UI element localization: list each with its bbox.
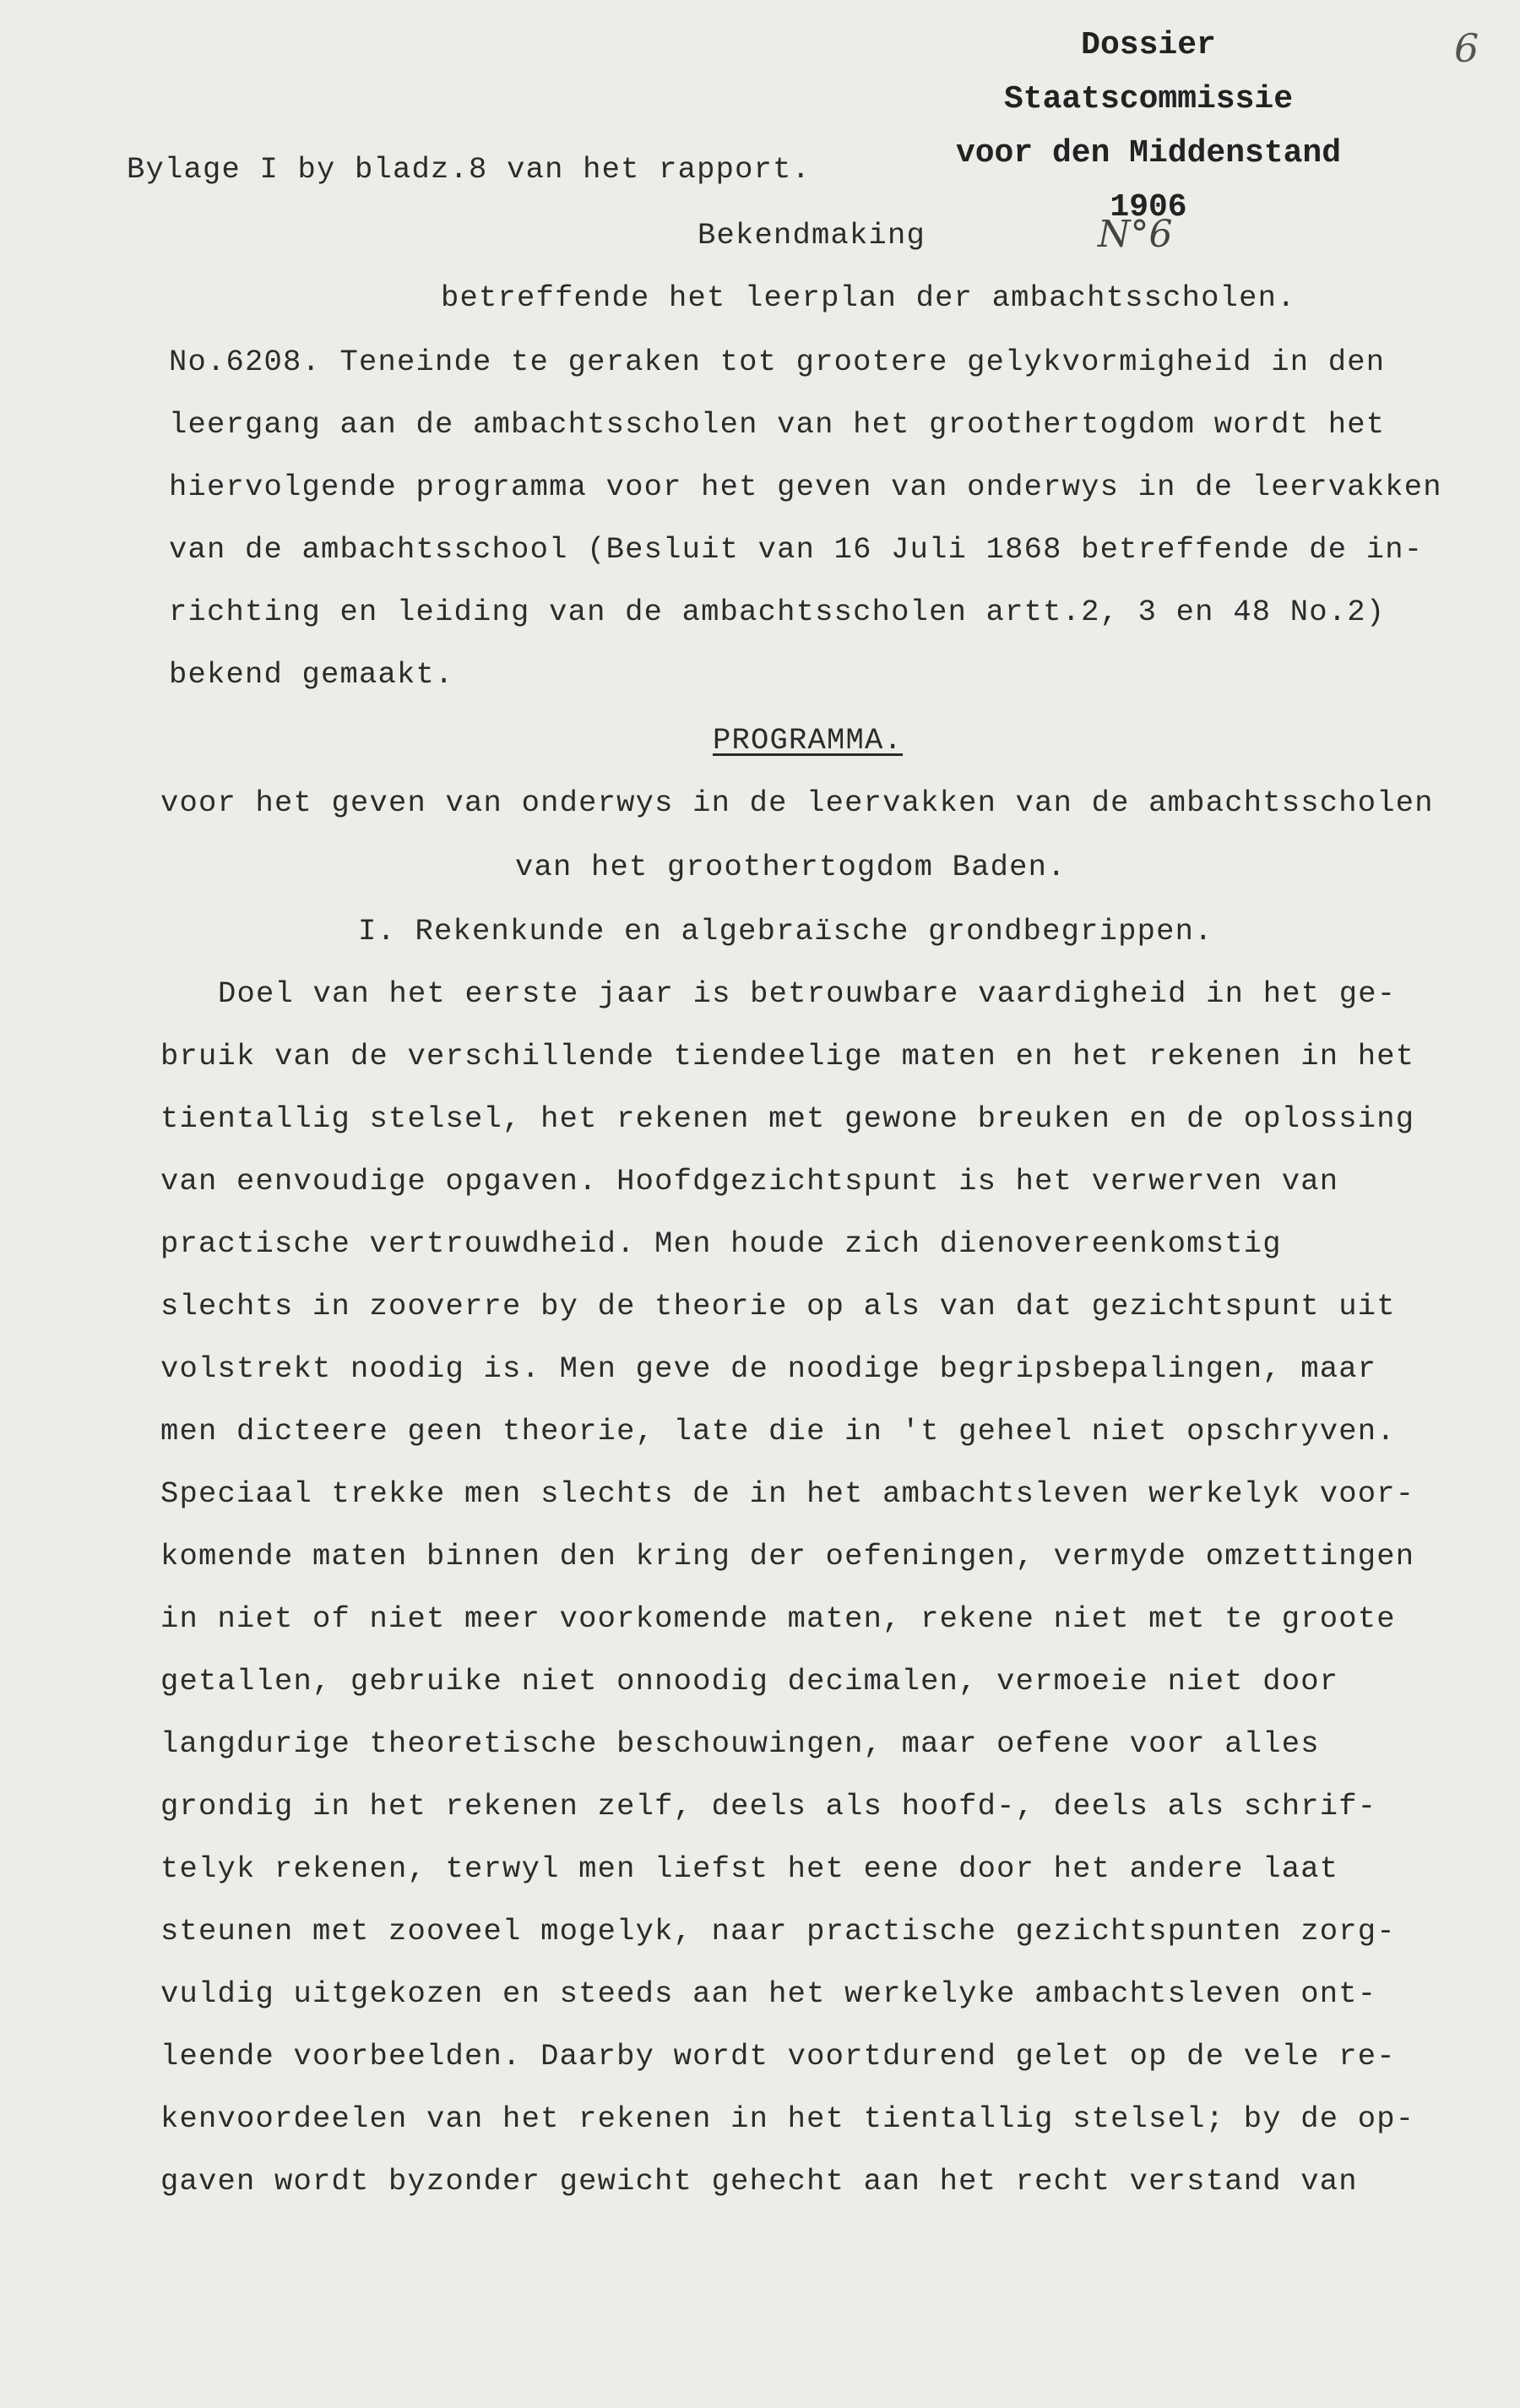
stamp-line-middenstand: voor den Middenstand bbox=[955, 135, 1342, 171]
body-line: telyk rekenen, terwyl men liefst het eene door het andere laat bbox=[160, 1851, 1339, 1886]
body-line: komende maten binnen den kring der oefeningen, vermyde omzettingen bbox=[160, 1539, 1415, 1574]
body-line: langdurige theoretische beschouwingen, maar oefene voor alles bbox=[160, 1726, 1320, 1761]
body-line: tientallig stelsel, het rekenen met gewone breuken en de oplossing bbox=[160, 1101, 1415, 1136]
body-line: steunen met zooveel mogelyk, naar practische gezichtspunten zorg- bbox=[160, 1914, 1396, 1949]
body-line: volstrekt noodig is. Men geve de noodige begripsbepalingen, maar bbox=[160, 1351, 1377, 1386]
intro-line: hiervolgende programma voor het geven van onderwys in de leervakken bbox=[169, 470, 1442, 504]
body-line: Doel van het eerste jaar is betrouwbare vaardigheid in het ge- bbox=[218, 976, 1397, 1011]
body-line: kenvoordeelen van het rekenen in het tientallig stelsel; by de op- bbox=[160, 2101, 1415, 2136]
stamp-line-dossier: Dossier bbox=[1081, 27, 1216, 63]
body-line: getallen, gebruike niet onnoodig decimalen, vermoeie niet door bbox=[160, 1664, 1339, 1699]
intro-line: bekend gemaakt. bbox=[169, 657, 454, 692]
handwritten-page-number: 6 bbox=[1454, 25, 1479, 71]
intro-line: richting en leiding van de ambachtsscholen artt.2, 3 en 48 No.2) bbox=[169, 595, 1386, 629]
stamp-line-commission: Staatscommissie bbox=[1003, 81, 1294, 117]
archive-stamp bbox=[912, 19, 1385, 235]
body-line: bruik van de verschillende tiendeelige maten en het rekenen in het bbox=[160, 1039, 1415, 1074]
intro-line: van de ambachtsschool (Besluit van 16 Juli 1868 betreffende de in- bbox=[169, 532, 1424, 567]
section-heading: I. Rekenkunde en algebraïsche grondbegrippen. bbox=[358, 914, 1213, 949]
stamp-line-year: 1906 bbox=[1110, 189, 1187, 226]
intro-line: leergang aan de ambachtsscholen van het groothertogdom wordt het bbox=[169, 407, 1386, 442]
body-line: gaven wordt byzonder gewicht gehecht aan het recht verstand van bbox=[160, 2164, 1358, 2199]
appendix-header: Bylage I by bladz.8 van het rapport. bbox=[127, 152, 812, 187]
body-line: grondig in het rekenen zelf, deels als hoofd-, deels als schrif- bbox=[160, 1789, 1377, 1824]
handwritten-note: N°6 bbox=[1098, 213, 1173, 256]
body-line: vuldig uitgekozen en steeds aan het werkelyke ambachtsleven ont- bbox=[160, 1976, 1377, 2011]
document-subtitle: betreffende het leerplan der ambachtsscholen. bbox=[441, 280, 1296, 315]
intro-line: No.6208. Teneinde te geraken tot grootere gelykvormigheid in den bbox=[169, 345, 1386, 379]
document-title: Bekendmaking bbox=[698, 218, 926, 253]
body-line: Speciaal trekke men slechts de in het ambachtsleven werkelyk voor- bbox=[160, 1476, 1415, 1511]
body-line: leende voorbeelden. Daarby wordt voortdurend gelet op de vele re- bbox=[160, 2039, 1396, 2074]
body-line: van eenvoudige opgaven. Hoofdgezichtspunt is het verwerven van bbox=[160, 1164, 1339, 1199]
body-line: in niet of niet meer voorkomende maten, rekene niet met te groote bbox=[160, 1601, 1396, 1636]
programma-heading: PROGRAMMA. bbox=[713, 723, 904, 758]
programma-subheading: van het groothertogdom Baden. bbox=[515, 850, 1067, 884]
body-line: slechts in zooverre by de theorie op als van dat gezichtspunt uit bbox=[160, 1289, 1396, 1324]
body-line: men dicteere geen theorie, late die in 't geheel niet opschryven. bbox=[160, 1414, 1396, 1449]
body-line: practische vertrouwdheid. Men houde zich dienovereenkomstig bbox=[160, 1226, 1282, 1261]
programma-subheading: voor het geven van onderwys in de leervakken van de ambachtsscholen bbox=[160, 785, 1434, 820]
